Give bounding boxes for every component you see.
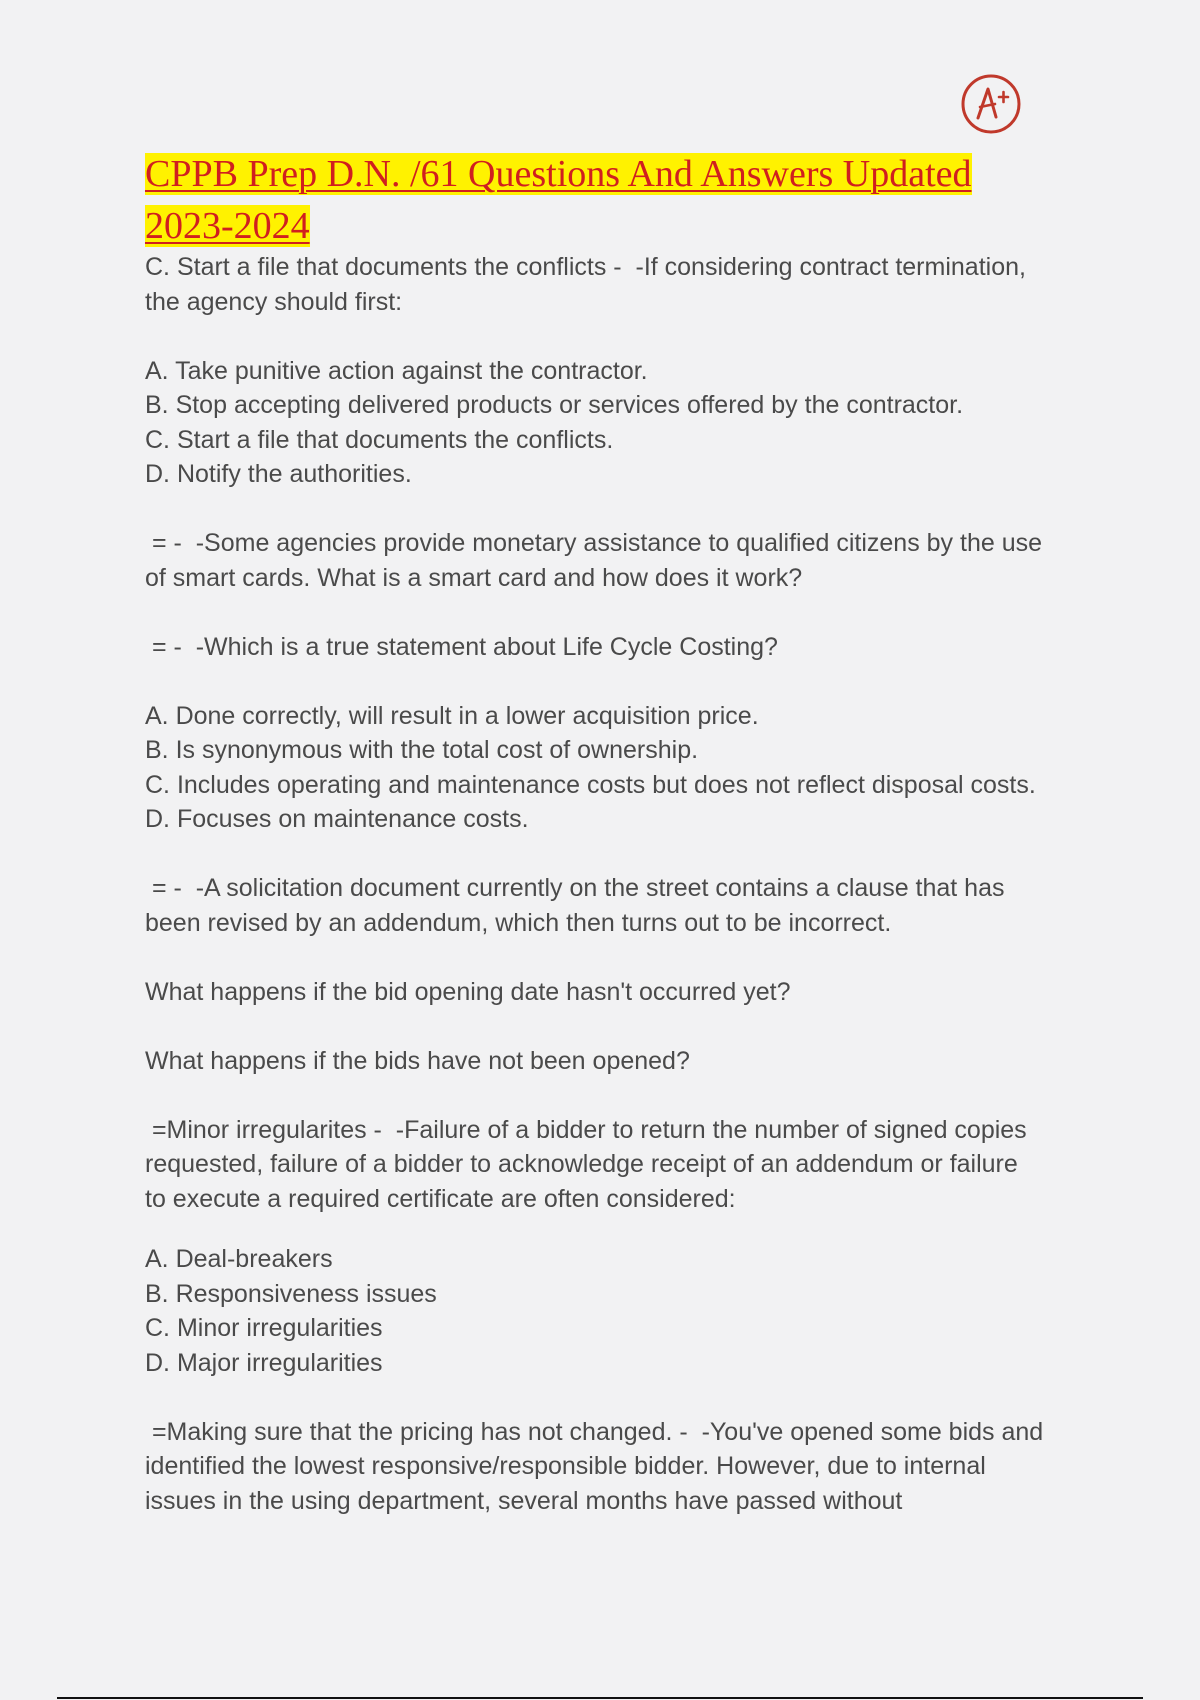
paragraph-9: =Minor irregularites - -Failure of a bidder to return the number of signed copies requested, failure of a bidder to acknowledge receipt of an addendum or failure to execute a required certificate are often considered:	[145, 1115, 1034, 1213]
paragraph-7: What happens if the bid opening date hasn't occurred yet?	[145, 977, 791, 1006]
paragraph-6: = - -A solicitation document currently on the street contains a clause that has been revised by an addendum, which then turns out to be incorrect.	[145, 874, 1012, 937]
title-line-1: CPPB Prep D.N. /61 Questions And Answers Updated	[145, 153, 972, 195]
paragraph-11: =Making sure that the pricing has not changed. - -You've opened some bids and identified the lowest responsive/responsible bidder. However, due to internal issues in the using department, several months have passed without	[145, 1417, 1051, 1515]
document-title	[145, 148, 1045, 252]
paragraph-3: = - -Some agencies provide monetary assistance to qualified citizens by the use of smart cards. What is a smart card and how does it work?	[145, 529, 1049, 592]
document-body	[145, 250, 1051, 1518]
answer-options-3: A. Deal-breakers B. Responsiveness issues C. Minor irregularities D. Major irregularities	[145, 1245, 437, 1377]
a-plus-grade-icon	[960, 73, 1022, 135]
paragraph-4: = - -Which is a true statement about Life Cycle Costing?	[145, 632, 778, 661]
footer-rule	[57, 1697, 1143, 1699]
paragraph-8: What happens if the bids have not been opened?	[145, 1046, 690, 1075]
title-line-2: 2023-2024	[145, 205, 310, 247]
paragraph-1: C. Start a file that documents the conflicts - -If considering contract termination, the agency should first:	[145, 253, 1033, 316]
answer-options-1: A. Take punitive action against the contractor. B. Stop accepting delivered products or services offered by the contractor. C. Start a file that documents the conflicts. D. Notify the authorities.	[145, 356, 964, 488]
answer-options-2: A. Done correctly, will result in a lower acquisition price. B. Is synonymous with the total cost of ownership. C. Includes operating and maintenance costs but does not reflect disposal costs. D. Focuses on maintenance costs.	[145, 701, 1036, 833]
